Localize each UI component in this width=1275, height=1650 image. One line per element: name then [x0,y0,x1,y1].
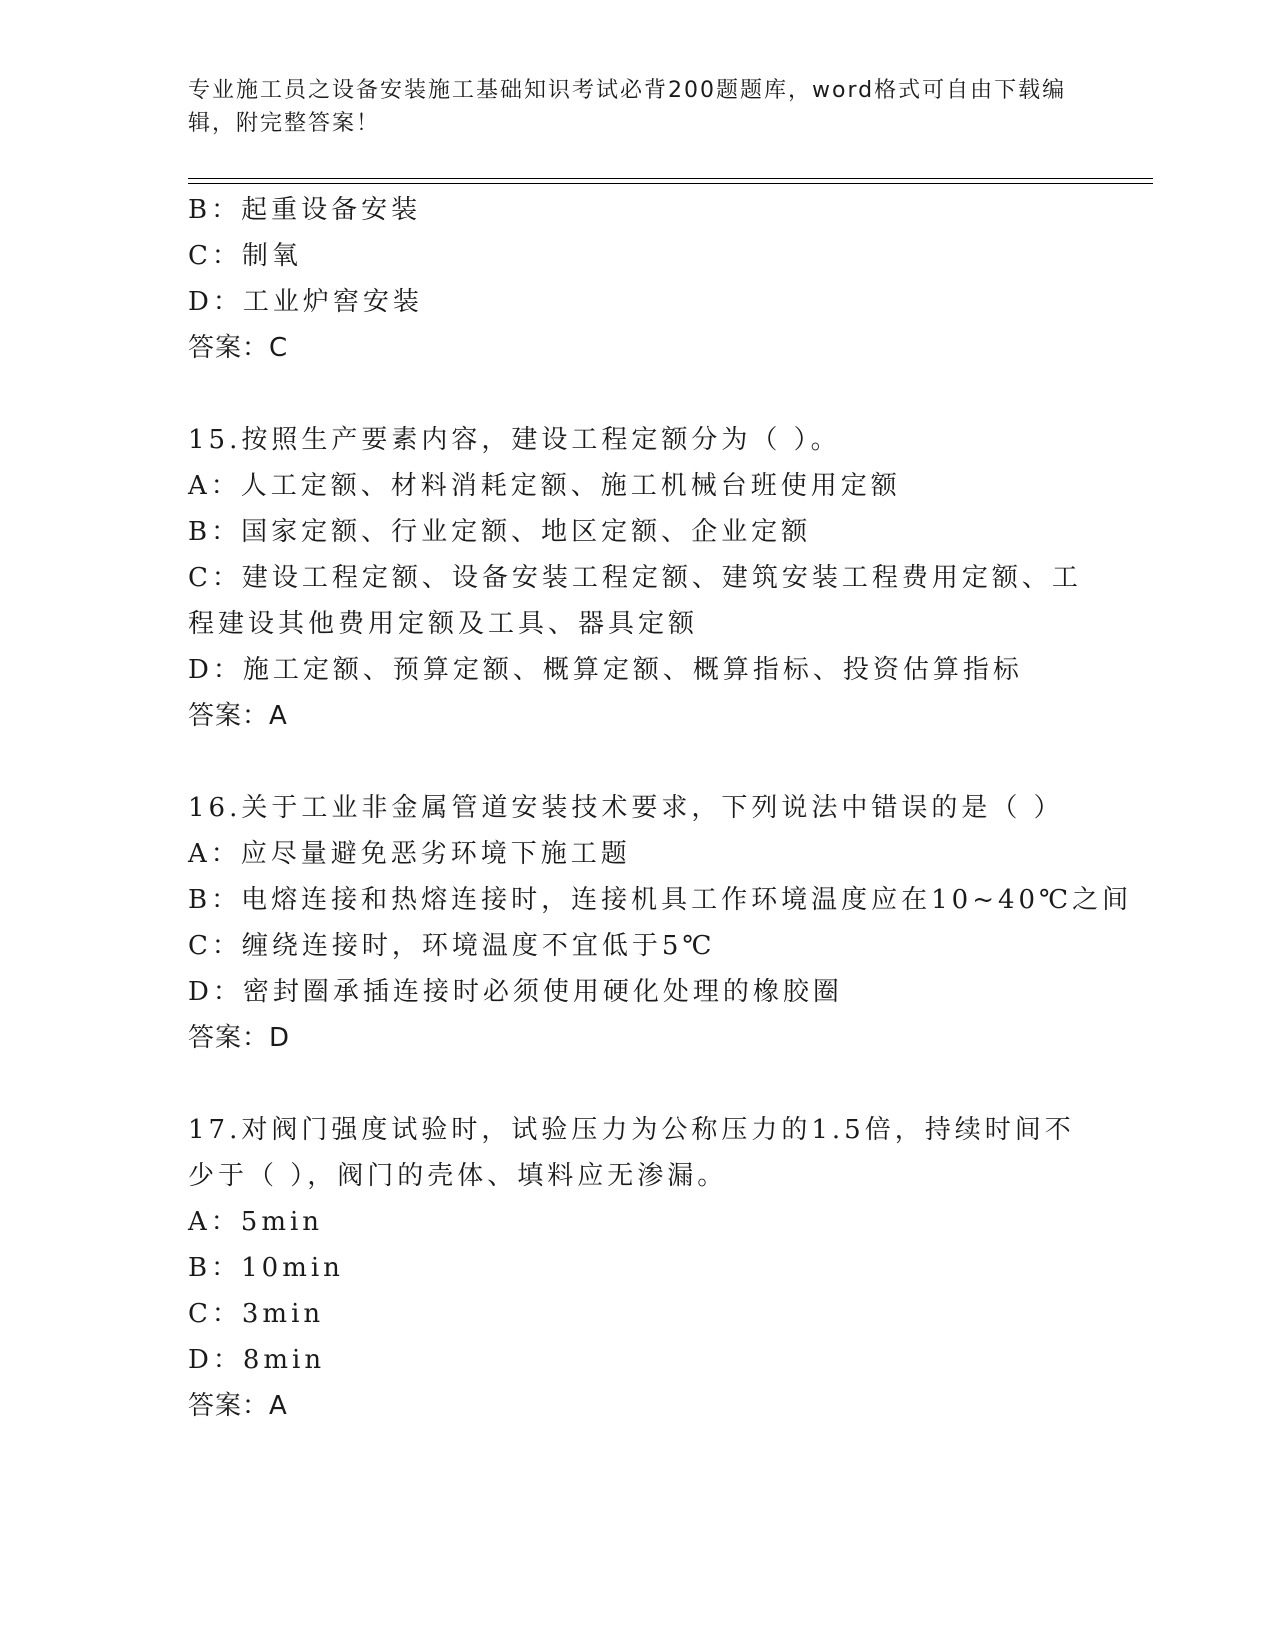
answer: 答案：A [188,701,288,731]
option-b: B：电熔连接和热熔连接时，连接机具工作环境温度应在10~40℃之间 [188,885,1133,915]
option-b: B：起重设备安装 [188,195,422,225]
option-d: D：工业炉窖安装 [188,287,423,317]
option-b: B：国家定额、行业定额、地区定额、企业定额 [188,517,812,547]
document-header: 专业施工员之设备安装施工基础知识考试必背200题题库，word格式可自由下载编辑，附完整答案！ [188,78,1067,136]
header-rule-top [188,178,1153,179]
question-16 [188,785,1133,1061]
option-d: D：8min [188,1345,326,1375]
option-c: C：缠绕连接时，环境温度不宜低于5℃ [188,931,716,961]
document-body [188,187,1133,1429]
answer: 答案：D [188,1023,291,1053]
option-b: B：10min [188,1253,344,1283]
question-text: 17.对阀门强度试验时，试验压力为公称压力的1.5倍，持续时间不少于（ ），阀门的壳体、填料应无渗漏。 [188,1115,1075,1191]
question-text: 16.关于工业非金属管道安装技术要求，下列说法中错误的是（ ） [188,793,1064,823]
answer: 答案：A [188,1391,288,1421]
answer: 答案：C [188,333,289,363]
option-a: A：人工定额、材料消耗定额、施工机械台班使用定额 [188,471,901,501]
question-text: 15.按照生产要素内容，建设工程定额分为（ ）。 [188,425,841,455]
question-15 [188,417,1088,739]
option-d: D：密封圈承插连接时必须使用硬化处理的橡胶圈 [188,977,843,1007]
question-17 [188,1107,1088,1429]
option-a: A：5min [188,1207,324,1237]
option-c: C：3min [188,1299,325,1329]
option-c: C：制氧 [188,241,302,271]
option-a: A：应尽量避免恶劣环境下施工题 [188,839,631,869]
question-14-tail [188,187,1088,371]
header-rule-bottom [188,183,1153,184]
option-d: D：施工定额、预算定额、概算定额、概算指标、投资估算指标 [188,655,1023,685]
option-c: C：建设工程定额、设备安装工程定额、建筑安装工程费用定额、工程建设其他费用定额及工具、器具定额 [188,563,1082,639]
